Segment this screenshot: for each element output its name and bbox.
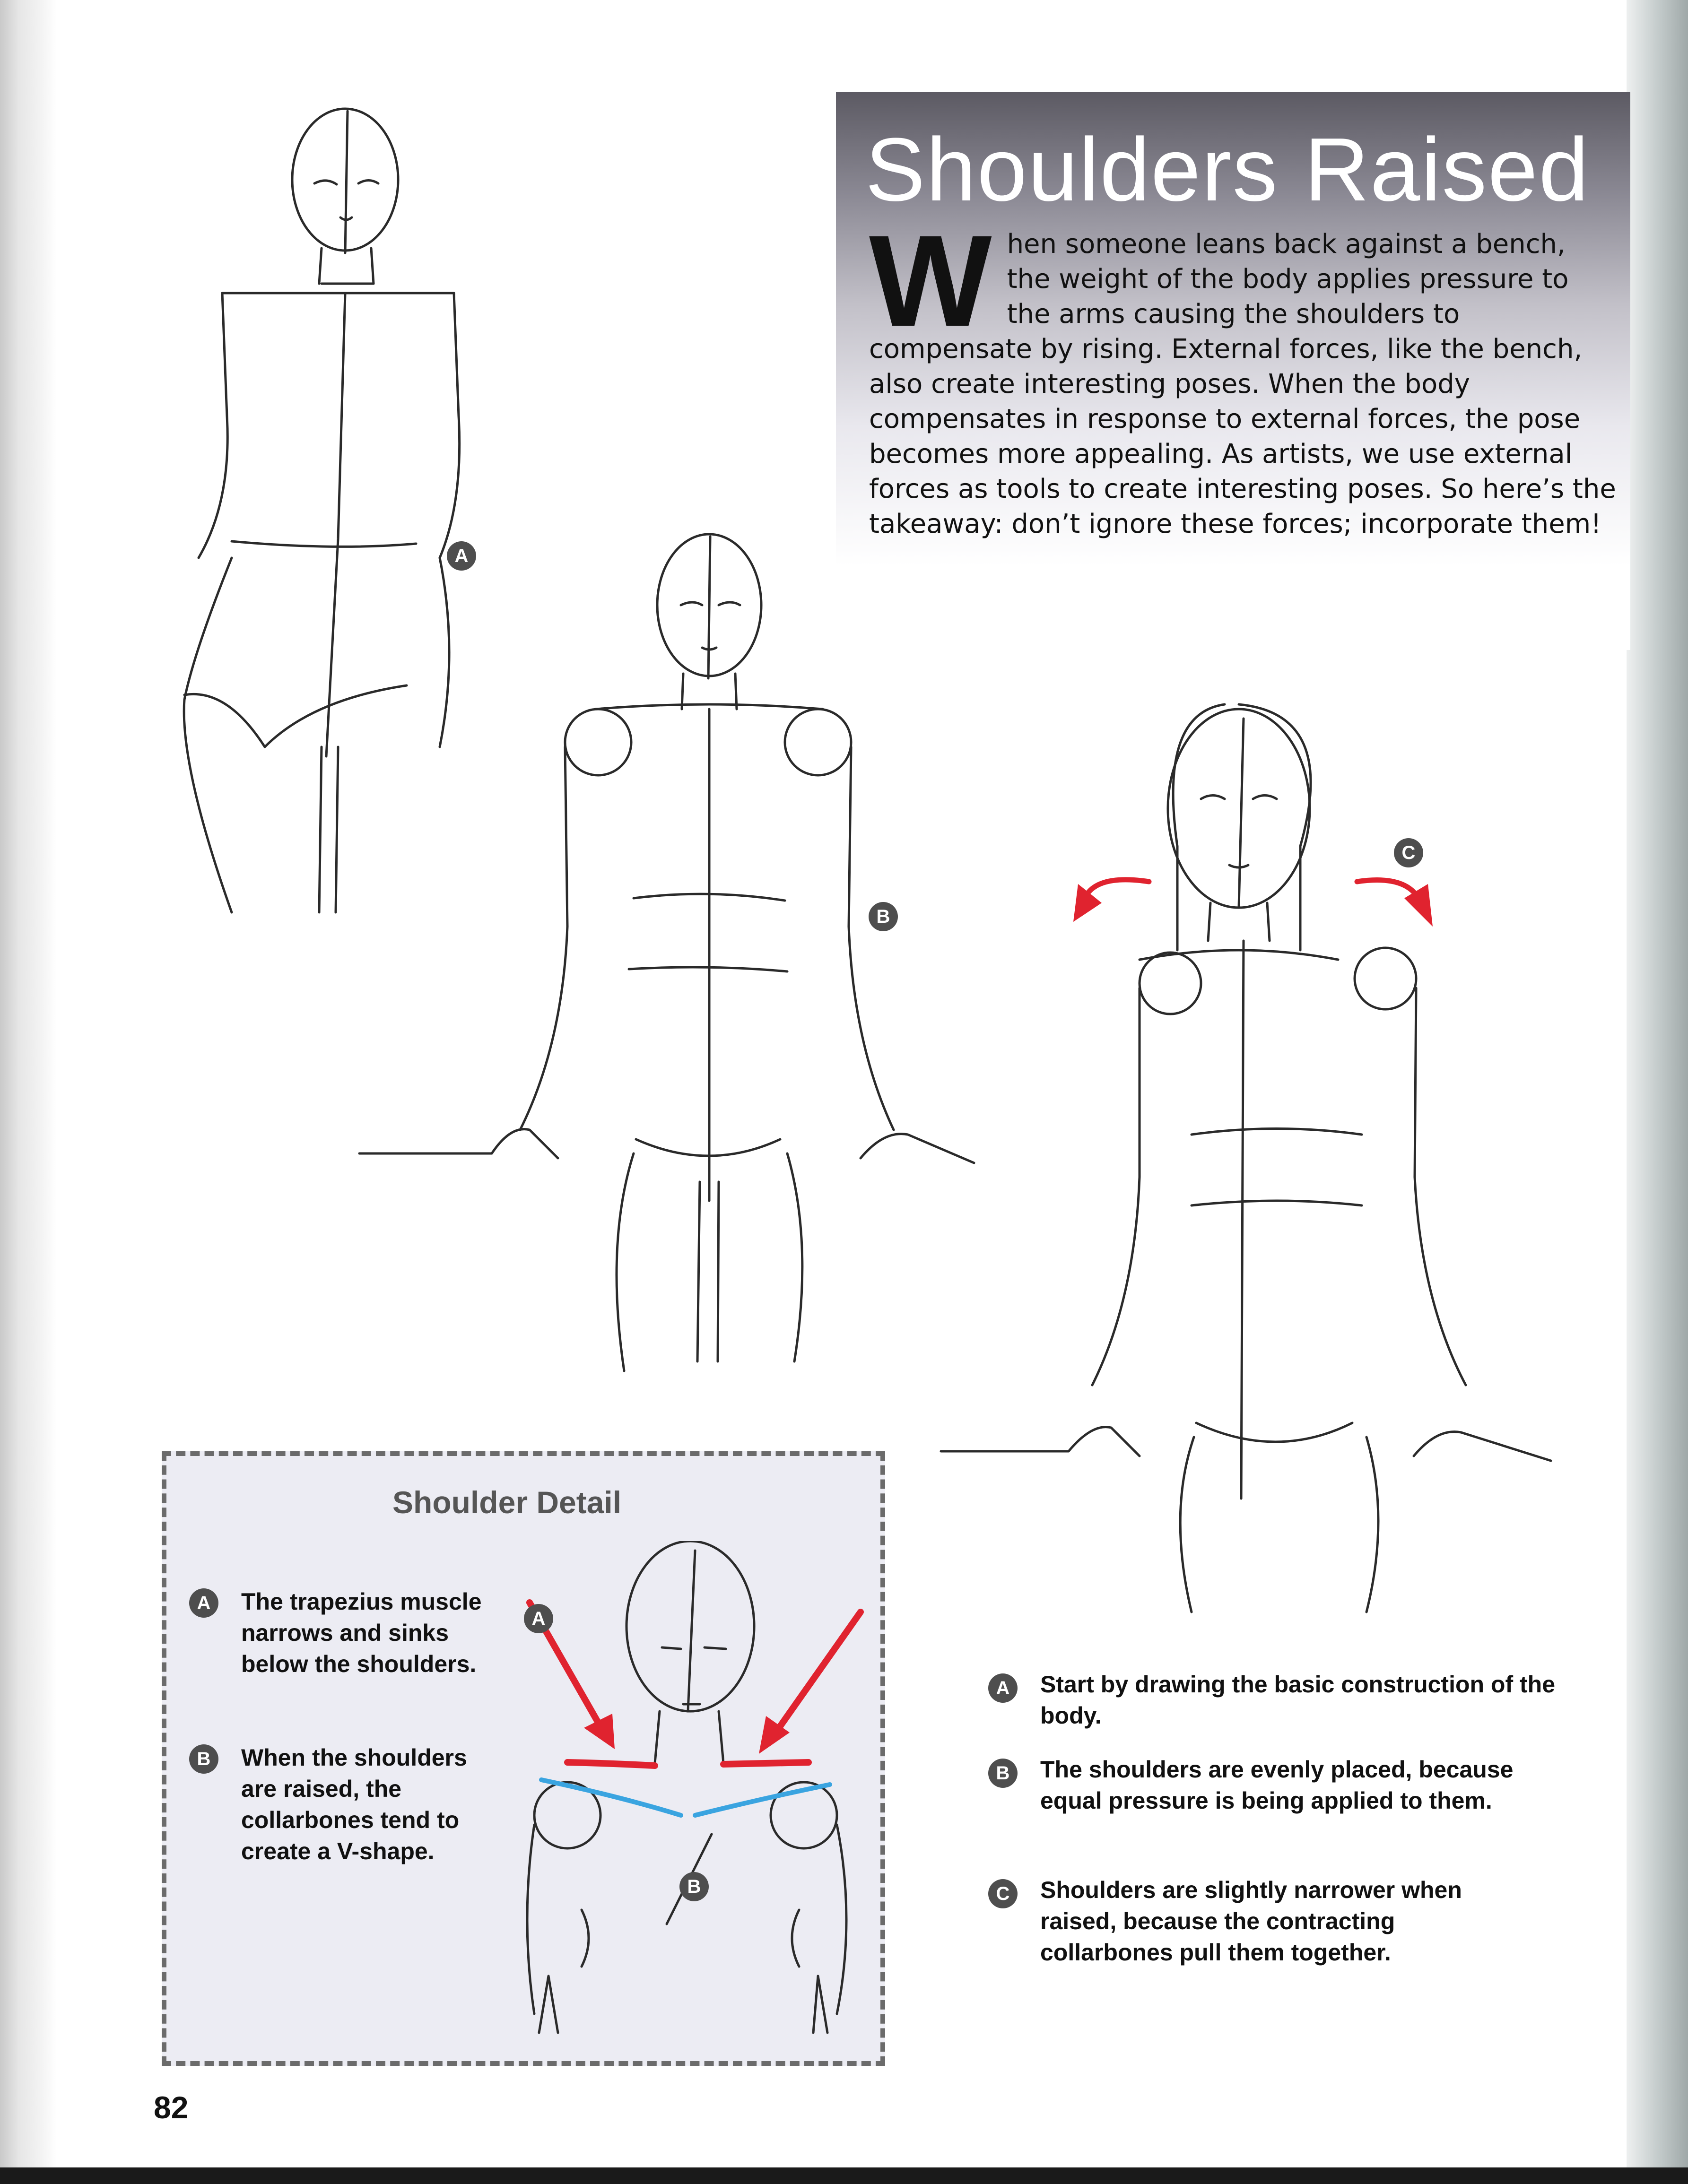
detail-note-a-badge: A xyxy=(189,1588,218,1618)
intro-paragraph xyxy=(869,208,1616,542)
step-b-text: The shoulders are evenly placed, because equal pressure is being applied to them. xyxy=(1040,1756,1514,1814)
step-b-badge: B xyxy=(988,1759,1018,1788)
detail-note-b: When the shoulders are raised, the collarbones tend to create a V-shape. xyxy=(241,1744,467,1864)
page-edge-right xyxy=(1627,0,1688,2184)
scan-bottom-edge xyxy=(0,2167,1688,2184)
shoulder-detail-diagram xyxy=(496,1541,875,2052)
page-gutter-left xyxy=(0,0,57,2184)
page-title: Shoulders Raised xyxy=(865,120,1590,220)
badge-c-figure: C xyxy=(1394,838,1423,867)
badge-b-figure: B xyxy=(869,902,898,931)
badge-a-figure: A xyxy=(447,541,476,571)
figure-b-drawing xyxy=(340,511,1002,1409)
detail-note-b-badge: B xyxy=(189,1744,218,1774)
shoulder-detail-title: Shoulder Detail xyxy=(392,1485,622,1520)
step-c-text: Shoulders are slightly narrower when raised, because the contracting collarbones pull them together. xyxy=(1040,1877,1462,1966)
detail-note-a: The trapezius muscle narrows and sinks below the shoulders. xyxy=(241,1588,482,1677)
intro-text: hen someone leans back against a bench, the weight of the body applies pressure to the arms causing the shoulders to compensate by rising. External forces, like the bench, also create interesting poses. When the body compensates in response to external forces, the pose becomes more appealing. As artists, we use external forces as tools to create interesting poses. So here’s the takeaway: don’t ignore these forces; incorporate them! xyxy=(869,229,1616,539)
step-a-badge: A xyxy=(988,1673,1018,1703)
drop-cap: W xyxy=(869,208,992,354)
page-number: 82 xyxy=(154,2090,189,2125)
step-a-text: Start by drawing the basic construction of the body. xyxy=(1040,1671,1556,1729)
figure-c-drawing xyxy=(913,685,1598,1621)
step-c-badge: C xyxy=(988,1879,1018,1908)
detail-diagram-badge-b: B xyxy=(679,1872,709,1901)
detail-diagram-badge-a: A xyxy=(524,1604,553,1633)
